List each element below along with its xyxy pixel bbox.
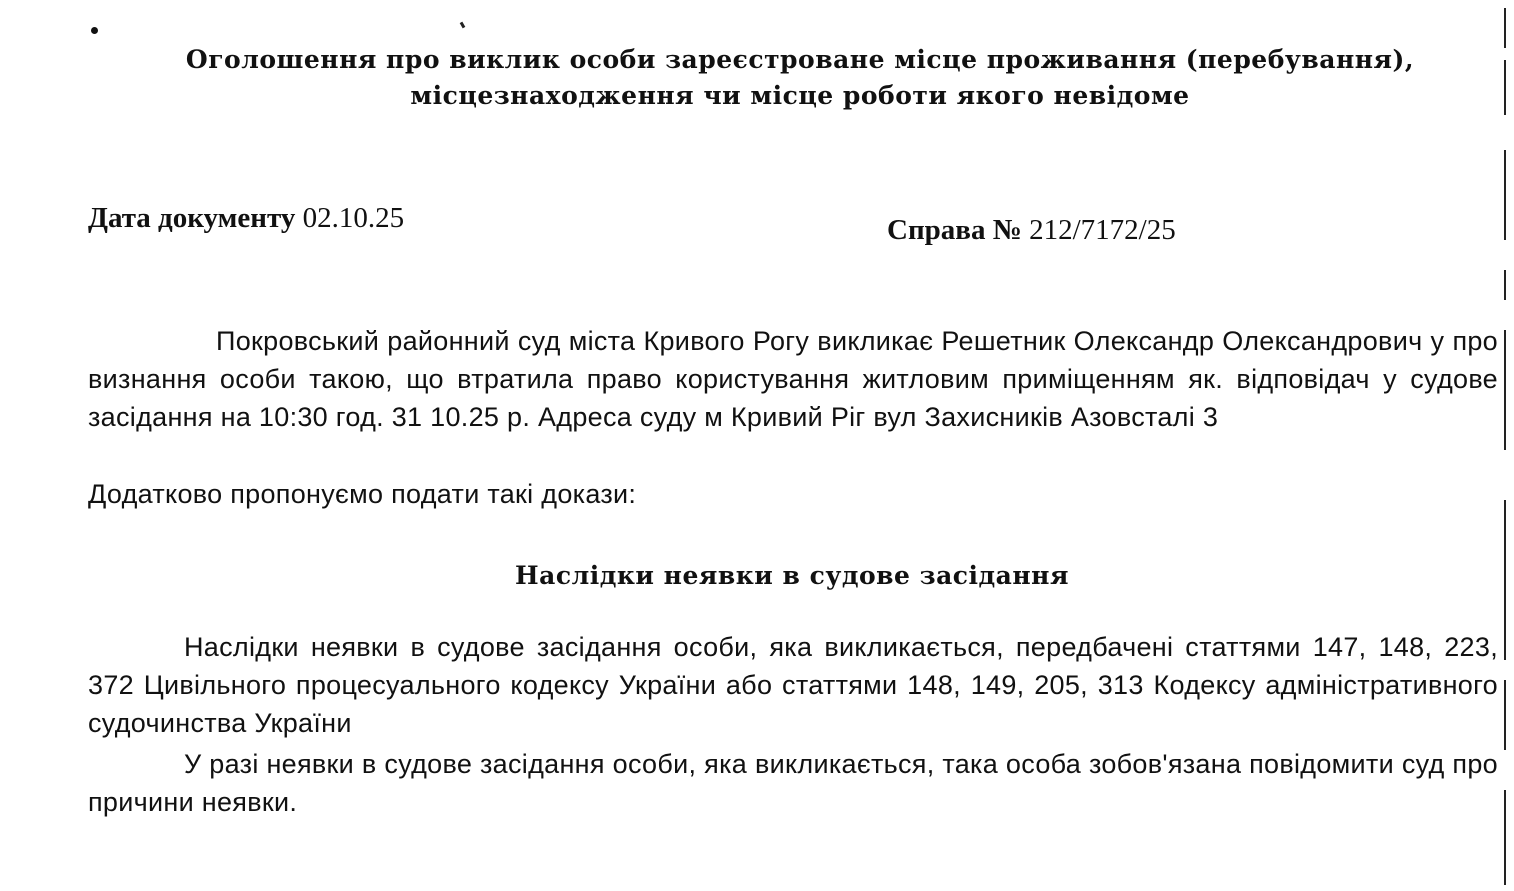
case-number — [887, 214, 1176, 247]
document-date-value: 02.10.25 — [302, 202, 405, 234]
document-title-line-2: місцезнаходження чи місце роботи якого невідоме — [410, 81, 1190, 110]
document-title-line-1: Оголошення про виклик особи зареєстроване місце проживання (перебування), — [185, 45, 1415, 74]
document-title — [100, 42, 1500, 114]
scan-mark — [460, 22, 466, 29]
summons-paragraph: Покровський районний суд міста Кривого Рогу викликає Решетник Олександр Олександрович у про визнання особи такою, що втратила право користування житловим приміщенням як. відповідач у судове засідання на 10:30 год. 31 10.25 р. Адреса суду м Кривий Ріг вул Захисників Азовсталі 3 — [88, 326, 1498, 432]
scan-speck — [91, 27, 98, 34]
case-number-label: Справа № — [887, 214, 1022, 246]
document-date-label: Дата документу — [88, 202, 296, 234]
scan-right-edge — [1500, 0, 1514, 891]
evidence-paragraph: Додатково пропонуємо подати такі докази: — [88, 479, 637, 509]
document-date — [88, 202, 404, 235]
consequences-paragraph-1: Наслідки неявки в судове засідання особи, яка викликається, передбачені статтями 147, 148, 223, 372 Цивільного процесуального кодексу України або статтями 148, 149, 205, 313 Кодексу адміністративного судочинства України — [88, 632, 1498, 738]
case-number-value: 212/7172/25 — [1029, 214, 1176, 246]
consequences-heading: Наслідки неявки в судове засідання — [515, 561, 1069, 590]
consequences-paragraph-2: У разі неявки в судове засідання особи, яка викликається, така особа зобов'язана повідомити суд про причини неявки. — [88, 749, 1498, 817]
